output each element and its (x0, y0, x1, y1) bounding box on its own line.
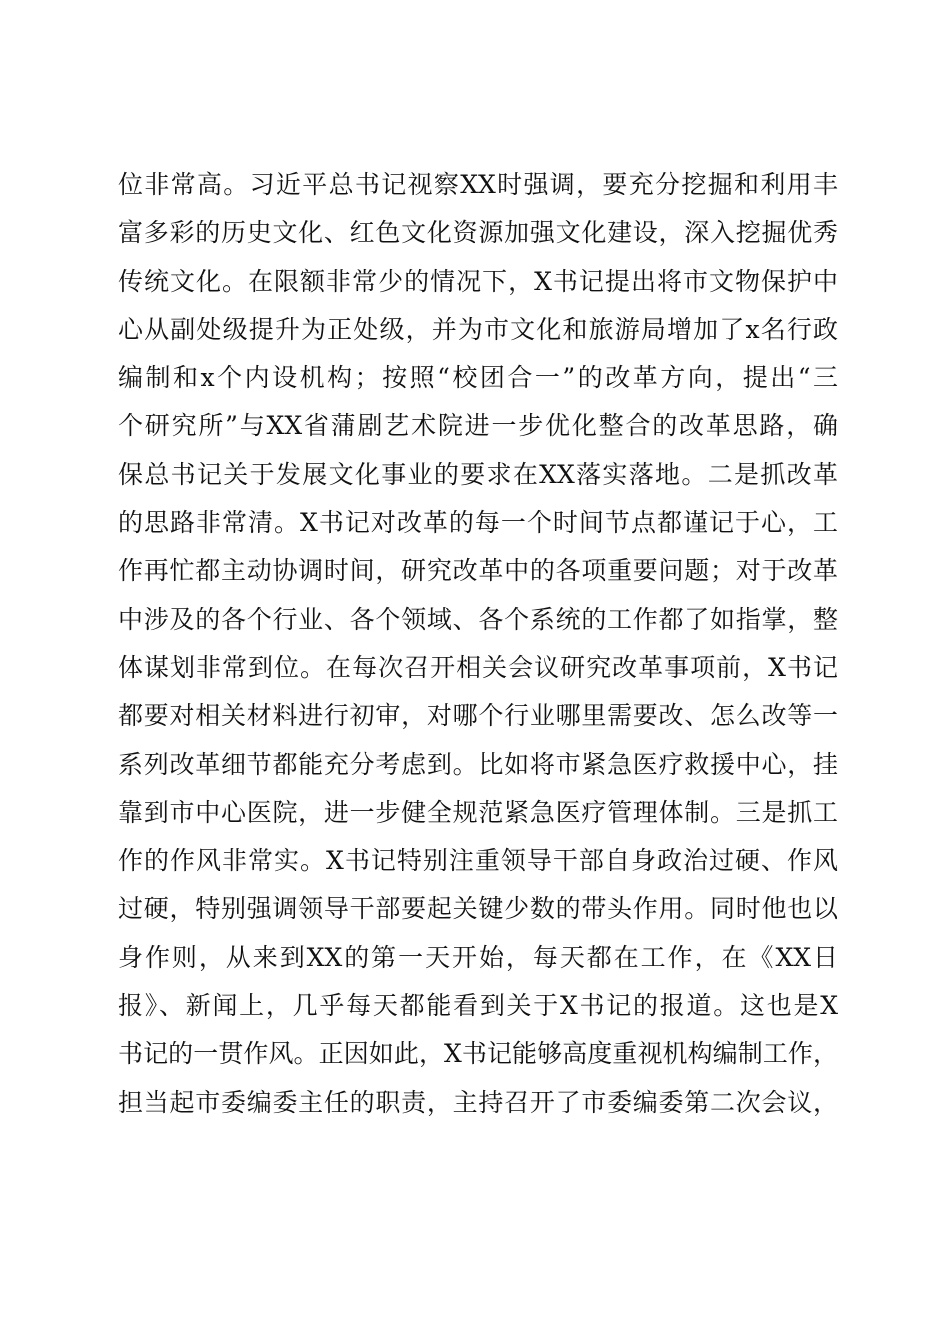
text-line: 靠到市中心医院，进一步健全规范紧急医疗管理体制。三是抓工 (118, 797, 838, 827)
text-line: 个研究所”与XX省蒲剧艺术院进一步优化整合的改革思路，确 (118, 411, 838, 441)
body-paragraph (118, 161, 838, 1127)
text-line: 担当起市委编委主任的职责，主持召开了市委编委第二次会议， (118, 1087, 838, 1117)
text-line: 作再忙都主动协调时间，研究改革中的各项重要问题；对于改革 (118, 556, 838, 586)
text-line: 富多彩的历史文化、红色文化资源加强文化建设，深入挖掘优秀 (118, 218, 838, 248)
text-line: 的思路非常清。X书记对改革的每一个时间节点都谨记于心，工 (118, 508, 838, 538)
text-line: 心从副处级提升为正处级，并为市文化和旅游局增加了x名行政 (118, 314, 838, 344)
text-line: 编制和x个内设机构；按照“校团合一”的改革方向，提出“三 (118, 363, 838, 393)
text-line: 系列改革细节都能充分考虑到。比如将市紧急医疗救援中心，挂 (118, 749, 838, 779)
text-line: 位非常高。习近平总书记视察XX时强调，要充分挖掘和利用丰 (118, 170, 838, 199)
text-line: 书记的一贯作风。正因如此，X书记能够高度重视机构编制工作， (118, 1039, 838, 1069)
text-line: 作的作风非常实。X书记特别注重领导干部自身政治过硬、作风 (118, 846, 838, 876)
text-line: 传统文化。在限额非常少的情况下，X书记提出将市文物保护中 (118, 266, 838, 296)
text-line: 过硬，特别强调领导干部要起关键少数的带头作用。同时他也以 (118, 894, 838, 924)
text-line: 报》、新闻上，几乎每天都能看到关于X书记的报道。这也是X (118, 991, 838, 1021)
text-line: 保总书记关于发展文化事业的要求在XX落实落地。二是抓改革 (118, 459, 838, 489)
text-line: 都要对相关材料进行初审，对哪个行业哪里需要改、怎么改等一 (118, 701, 838, 731)
text-line: 体谋划非常到位。在每次召开相关会议研究改革事项前，X书记 (118, 652, 838, 682)
text-line: 中涉及的各个行业、各个领域、各个系统的工作都了如指掌，整 (118, 604, 838, 634)
text-line: 身作则，从来到XX的第一天开始，每天都在工作，在《XX日 (118, 942, 838, 972)
